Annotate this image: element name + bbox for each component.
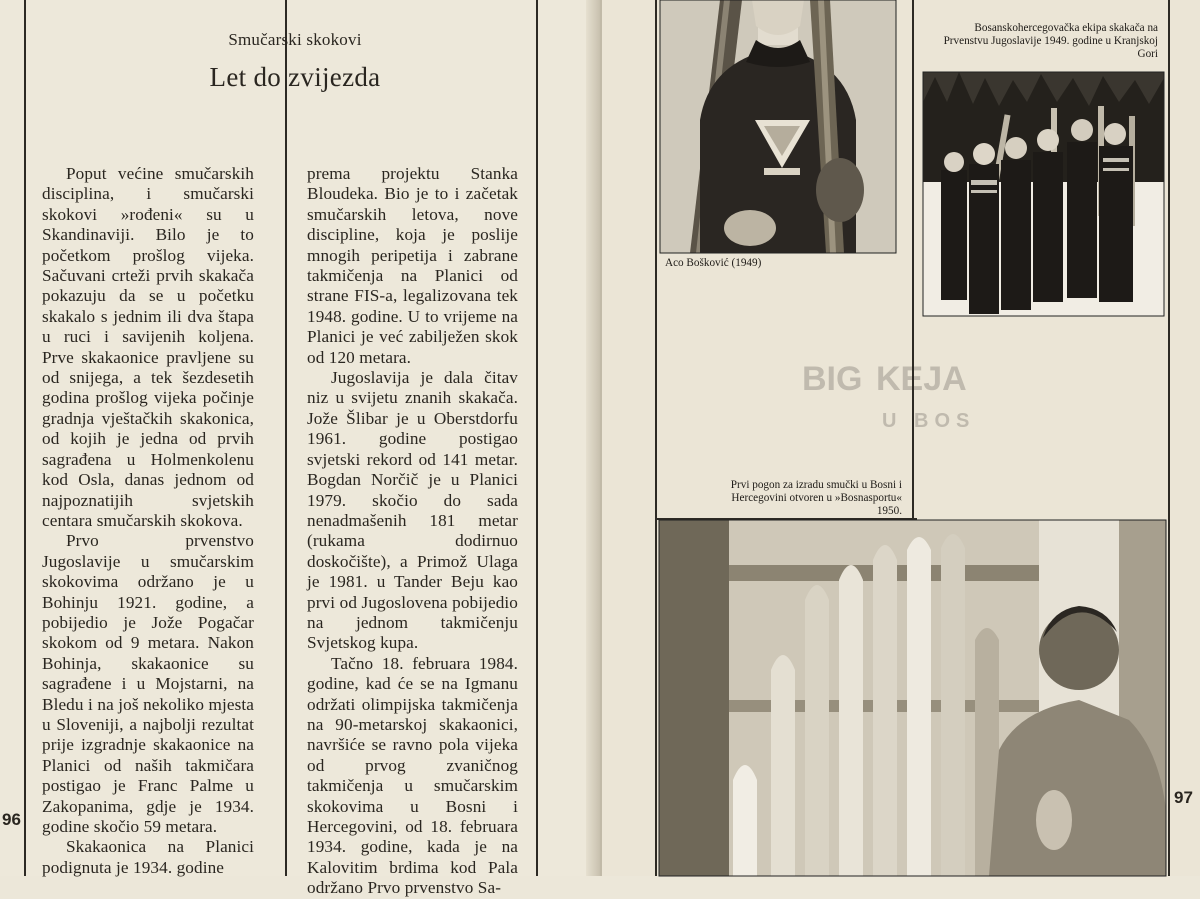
paragraph: Poput većine smučarskih disciplina, i smučarski skokovi »rođeni« su u Skandinaviji. Bilo je to početkom prošlog vijeka. Sačuvani crteži prvih skakača pokazuju da se u početku skakalo s jednim ili dva štapa u ruci i savijenih koljena. Prve skakaonice pravljene su od snijega, a tek šezdesetih godina prošlog vijeka počinje gradnja vještačkih skakonica, od kojih je jedna od prvih sagrađena u Holmenkolenu kod Osla, danas jednom od najpoznatijih svjetskih centara smučarskih skokova. [42,164,254,530]
left-page [0,0,598,898]
team-caption: Bosanskohercegovačka ekipa skakača na Prvenstvu Jugoslavije 1949. godine u Kranjskoj Gori [943,22,1158,60]
factory-caption: Prvi pogon za izradu smučki u Bosni i Hercegovini otvoren u »Bosnasportu« 1950. [730,479,902,517]
column-divider-1 [285,0,287,876]
text-column-2 [307,164,518,898]
sign-bleed [802,340,1002,460]
left-margin-rule [24,0,26,876]
paragraph: prema projektu Stanka Bloudeka. Bio je to i začetak smučarskih letova, nove discipline, koja je poslije mnogih peripetija i zabrane takmičenja na Planici od strane FIS-a, legalizovana tek 1948. godine. U to vrijeme na Planici je već zabilježen skok od 120 metara. [307,164,518,367]
text-column-1 [42,164,254,877]
portrait-photo [660,0,896,253]
paragraph: Tačno 18. februara 1984. godine, kad će se na Igmanu održati olimpijska takmičenja na 90-metarskoj skakaonici, navršiće se ravno pola vijeka od prvog zvaničnog takmičenja u smučarskim skokovima u Bosni i Hercegovini, od 18. februara 1934. godine, kada je na Kalovitim brdima kod Pala održano Prvo prvenstvo Sa- [307,653,518,898]
portrait-caption: Aco Bošković (1949) [665,257,762,269]
right-page [602,0,1200,876]
column-divider-2 [536,0,538,876]
right-page-rule-left [655,0,657,876]
sign-letters-2: KEJA [876,360,967,398]
paragraph: Prvo prvenstvo Jugoslavije u smučarskim skokovima održano je u Bohinju 1921. godine, a pobijedio je Jože Pogačar skokom od 9 metara. Nakon Bohinja, skakaonice su sagrađene i u Mojstarni, na Bledu i na još nekoliko mjesta u Sloveniji, a najbolji rezultat prije izgradnje skakaonice na Planici od naših takmičara postigao je Franc Palme u Zakopanima, gdje je 1934. godine skočio 59 metara. [42,531,254,836]
factory-photo [659,520,1166,876]
team-photo [923,72,1164,316]
sign-letters-1: BIG [802,360,863,398]
article-title: Let do zvijezda [209,62,381,92]
page-number-left: 96 [2,810,21,829]
right-page-rule-right [1168,0,1170,876]
section-title: Smučarski skokovi [228,30,362,49]
page-number-right: 97 [1174,788,1193,807]
sign-letters-3: U BOS [882,410,976,432]
paragraph: Skakaonica na Planici podignuta je 1934. godine [42,837,254,877]
paragraph: Jugoslavija je dala čitav niz u svijetu znanih skakača. Jože Šlibar je u Oberstdorfu 1961. godine postigao svjetski rekord od 141 metar. Bogdan Norčič je u Planici 1979. skočio do sada nenadmašenih 181 metar (rukama dodirnuo doskočište), a Primož Ulaga je 1981. u Tander Beju kao prvi od Jugoslovena pobijedio na jednom takmičenju Svjetskog kupa. [307,368,518,653]
